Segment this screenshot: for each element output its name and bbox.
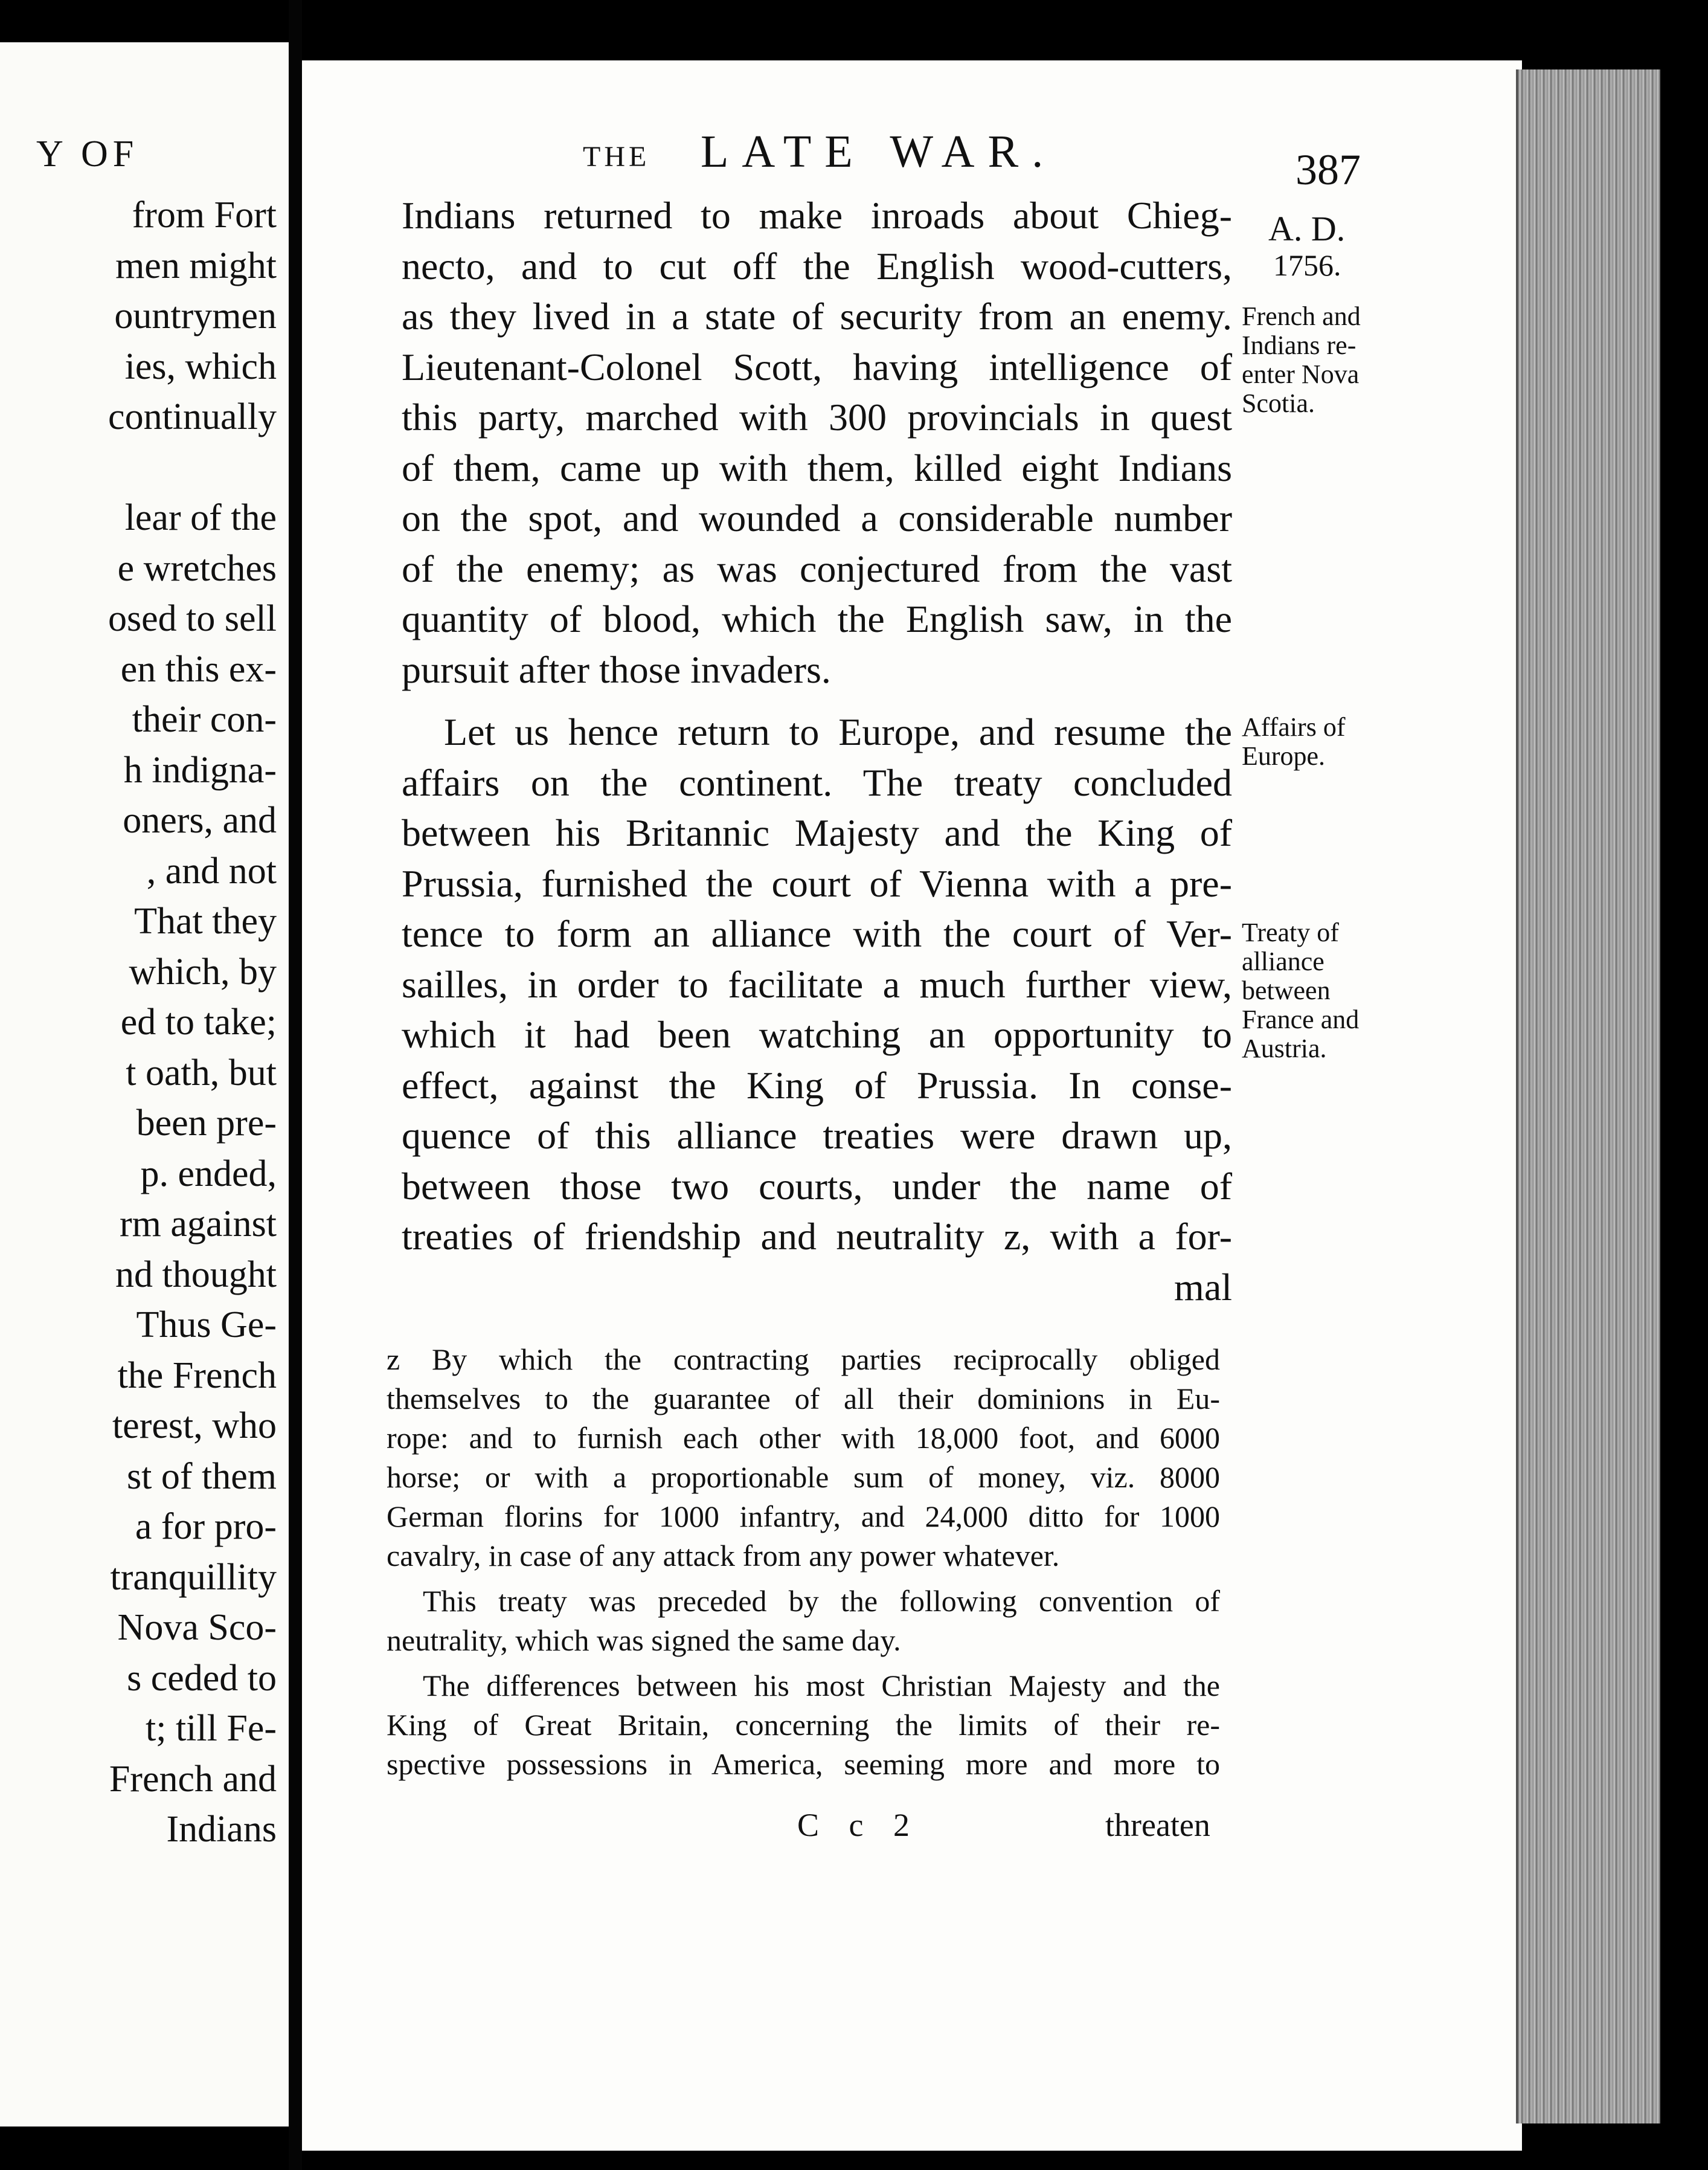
margin-year: 1756.: [1273, 248, 1341, 282]
left-page-line: tranquillity: [110, 1556, 277, 1598]
text-line: mal: [1174, 1265, 1232, 1309]
margin-year-ad: A. D.: [1268, 209, 1346, 248]
text-line: quantity of blood, which the English saw, in the: [402, 597, 1232, 640]
footnote-line: This treaty was preceded by the following convention of: [423, 1584, 1220, 1618]
left-page-line: their con-: [132, 699, 277, 740]
text-line: which it had been watching an opportunity to: [402, 1013, 1232, 1056]
left-facing-page: [0, 42, 289, 2127]
left-page-line: the French: [117, 1354, 277, 1396]
text-line: necto, and to cut off the English wood-cutters,: [402, 244, 1232, 288]
text-line: Indians returned to make inroads about Chieg-: [402, 194, 1232, 237]
text-line: effect, against the King of Prussia. In conse-: [402, 1063, 1232, 1107]
text-line: on the spot, and wounded a considerable number: [402, 497, 1232, 539]
text-line: pursuit after those invaders.: [402, 648, 831, 691]
left-page-line: ountrymen: [114, 295, 277, 336]
left-page-line: That they: [134, 901, 277, 942]
text-line: quence of this alliance treaties were drawn up,: [402, 1114, 1232, 1157]
catchword: threaten: [1105, 1807, 1210, 1843]
left-page-line: st of them: [127, 1455, 277, 1497]
page-fore-edge: [1516, 69, 1660, 2123]
left-page-line: lear of the: [124, 497, 277, 538]
text-line: Prussia, furnished the court of Vienna with a pre-: [402, 861, 1232, 905]
left-page-line: French and: [109, 1758, 277, 1800]
left-running-head: Y OF: [36, 134, 139, 175]
text-line: as they lived in a state of security from an enemy.: [402, 295, 1232, 338]
text-line: tence to form an alliance with the court of Ver-: [402, 912, 1232, 955]
left-page-line: been pre-: [136, 1103, 277, 1144]
left-page-line: , and not: [146, 850, 277, 892]
text-line: this party, marched with 300 provincials in quest: [402, 396, 1232, 439]
left-page-line: nd thought: [115, 1254, 277, 1295]
footnote-line: King of Great Britain, concerning the limits of their re-: [387, 1708, 1220, 1742]
left-page-line: t; till Fe-: [146, 1708, 277, 1749]
margin-note-french-indians: French and Indians re- enter Nova Scotia.: [1242, 301, 1361, 418]
text-line: of the enemy; as was conjectured from the vast: [402, 547, 1232, 590]
left-page-line: men might: [115, 245, 277, 286]
left-page-line: Nova Sco-: [117, 1607, 277, 1648]
left-page-line: ed to take;: [120, 1002, 277, 1043]
text-line: sailles, in order to facilitate a much further view,: [402, 962, 1232, 1006]
running-head-the: THE: [583, 141, 650, 173]
left-page-line: Indians: [166, 1809, 277, 1850]
page-number: 387: [1295, 146, 1361, 194]
left-page-line: osed to sell: [108, 598, 277, 639]
text-line: Let us hence return to Europe, and resume the: [444, 710, 1232, 753]
footnote-line: The differences between his most Christian Majesty and the: [423, 1669, 1220, 1702]
footnote-line: rope: and to furnish each other with 18,000 foot, and 6000: [387, 1421, 1220, 1455]
footnote-line: spective possessions in America, seeming more and more to: [387, 1747, 1220, 1781]
left-page-line: p. ended,: [140, 1153, 277, 1194]
left-page-line: en this ex-: [120, 648, 277, 690]
text-line: between those two courts, under the name of: [402, 1164, 1232, 1208]
text-line: treaties of friendship and neutrality z, with a for-: [402, 1215, 1232, 1258]
footnote-line: cavalry, in case of any attack from any power whatever.: [387, 1539, 1060, 1573]
left-page-line: oners, and: [123, 800, 277, 841]
margin-note-treaty-alliance: Treaty of alliance between France and Austria.: [1242, 918, 1360, 1063]
footnote-line: neutrality, which was signed the same day.: [387, 1623, 901, 1657]
footnote-line: horse; or with a proportionable sum of money, viz. 8000: [387, 1460, 1220, 1494]
left-page-line: s ceded to: [127, 1657, 277, 1699]
left-page-line: terest, who: [112, 1405, 277, 1446]
footnote-line: z By which the contracting parties reciprocally obliged: [387, 1342, 1220, 1376]
left-page-line: t oath, but: [126, 1052, 277, 1093]
text-line: between his Britannic Majesty and the King of: [402, 811, 1232, 854]
left-page-line: from Fort: [132, 195, 277, 236]
book-gutter: [289, 0, 302, 2170]
text-line: affairs on the continent. The treaty concluded: [402, 761, 1232, 804]
left-page-line: h indigna-: [123, 749, 277, 791]
margin-note-affairs-europe: Affairs of Europe.: [1242, 712, 1346, 771]
text-line: of them, came up with them, killed eight Indians: [402, 446, 1232, 489]
left-page-line: which, by: [129, 951, 277, 993]
running-head-title: LATE WAR.: [701, 126, 1057, 177]
left-page-line: rm against: [120, 1203, 277, 1244]
footnote-line: themselves to the guarantee of all their dominions in Eu-: [387, 1382, 1220, 1415]
signature-mark: C c 2: [797, 1807, 920, 1843]
left-page-line: ies, which: [124, 346, 277, 387]
left-page-line: a for pro-: [135, 1506, 277, 1547]
left-page-line: Thus Ge-: [136, 1304, 277, 1345]
footnote-line: German florins for 1000 infantry, and 24,000 ditto for 1000: [387, 1499, 1220, 1533]
left-page-line: e wretches: [117, 547, 277, 589]
left-page-line: continually: [108, 396, 277, 437]
text-line: Lieutenant-Colonel Scott, having intelligence of: [402, 345, 1232, 388]
